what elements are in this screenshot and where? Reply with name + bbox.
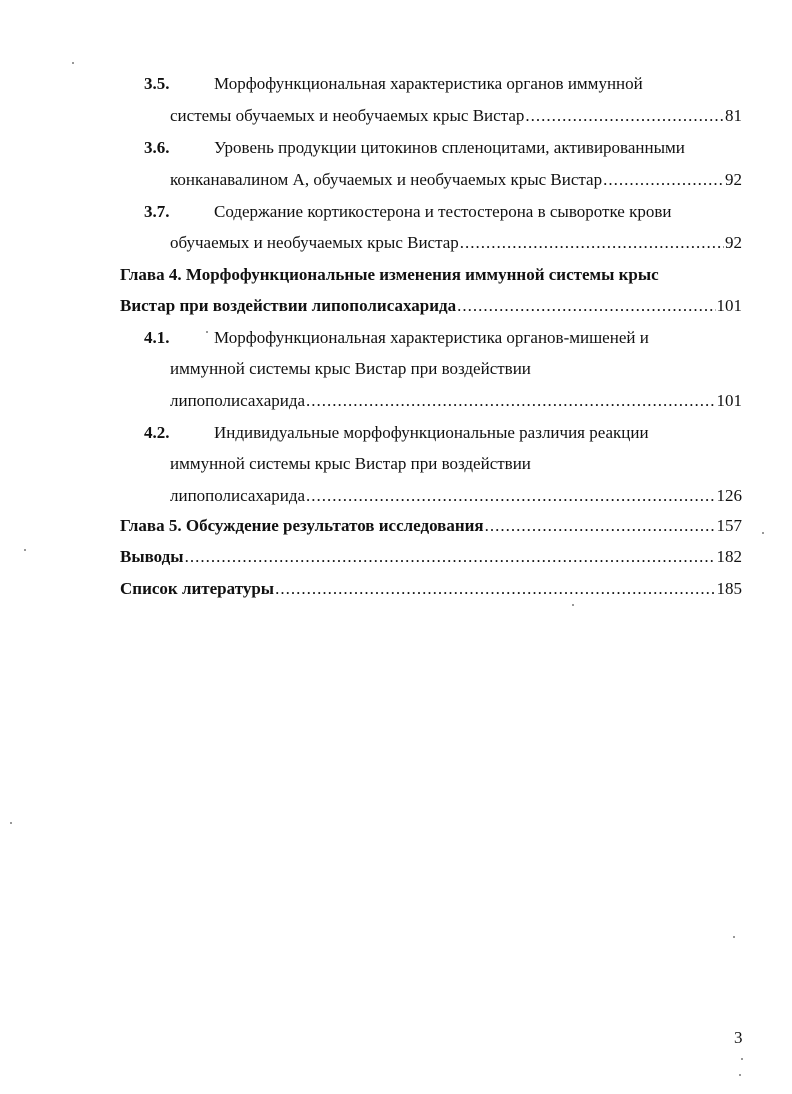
page-ref: 101	[716, 391, 742, 410]
section-title-cont: иммунной системы крыс Вистар при воздействии	[170, 454, 531, 473]
section-title-cont: липополисахарида	[170, 391, 306, 410]
page-ref: 81	[725, 106, 742, 125]
scan-speck	[739, 1074, 741, 1076]
scan-speck	[741, 1058, 743, 1060]
toc-entry-3-5-line2	[170, 104, 742, 128]
toc-entry-3-5-line1	[144, 72, 643, 96]
section-number: 3.5.	[144, 74, 170, 93]
section-title-cont: иммунной системы крыс Вистар при воздействии	[170, 359, 531, 378]
leader-dots	[306, 484, 715, 508]
page-ref: 126	[716, 486, 742, 505]
section-title-cont: обучаемых и необучаемых крыс Вистар	[170, 233, 459, 252]
leader-dots	[275, 577, 715, 601]
toc-entry-3-7-line1	[144, 200, 671, 224]
leader-dots	[525, 104, 724, 128]
toc-entry-4-2-line1	[144, 421, 649, 445]
toc-entry-4-2-line2	[170, 452, 531, 476]
toc-chapter-4-line2	[120, 294, 742, 318]
page-ref: 92	[725, 233, 742, 252]
toc-chapter-4-line1	[120, 263, 659, 287]
section-title: Морфофункциональная характеристика органов иммунной	[214, 74, 643, 93]
leader-dots	[457, 294, 715, 318]
leader-dots	[306, 389, 715, 413]
section-number: 4.2.	[144, 423, 170, 442]
scan-speck	[762, 532, 764, 534]
section-title: Содержание кортикостерона и тестостерона в сыворотке крови	[214, 202, 672, 221]
scan-speck	[572, 604, 574, 606]
scan-speck	[206, 331, 208, 333]
scan-speck	[72, 62, 74, 64]
toc-entry-4-2-line3	[170, 484, 742, 508]
toc-references	[120, 577, 742, 601]
toc-entry-4-1-line1	[144, 326, 649, 350]
section-number: 4.1.	[144, 328, 170, 347]
conclusions-title: Выводы	[120, 547, 184, 566]
leader-dots	[485, 514, 716, 538]
section-title: Индивидуальные морфофункциональные различия реакции	[214, 423, 649, 442]
page-ref: 92	[725, 170, 742, 189]
chapter-title: Глава 4. Морфофункциональные изменения иммунной системы крыс	[120, 265, 659, 284]
section-number: 3.7.	[144, 202, 170, 221]
section-number: 3.6.	[144, 138, 170, 157]
section-title-cont: липополисахарида	[170, 486, 306, 505]
leader-dots	[185, 545, 716, 569]
page-ref: 182	[716, 547, 742, 566]
section-title-cont: системы обучаемых и необучаемых крыс Вистар	[170, 106, 525, 125]
toc-entry-4-1-line2	[170, 357, 531, 381]
toc-entry-3-6-line2	[170, 168, 742, 192]
scan-speck	[733, 936, 735, 938]
toc-entry-3-7-line2	[170, 231, 742, 255]
section-title-cont: конканавалином А, обучаемых и необучаемых крыс Вистар	[170, 170, 603, 189]
references-title: Список литературы	[120, 579, 275, 598]
page-ref: 101	[716, 296, 742, 315]
section-title: Морфофункциональная характеристика органов-мишеней и	[214, 328, 649, 347]
section-title: Уровень продукции цитокинов спленоцитами, активированными	[214, 138, 685, 157]
page-ref: 185	[716, 579, 742, 598]
scan-speck	[10, 822, 12, 824]
toc-entry-3-6-line1	[144, 136, 685, 160]
scan-speck	[24, 549, 26, 551]
toc-conclusions	[120, 545, 742, 569]
page-ref: 157	[716, 516, 742, 535]
chapter-title-cont: Вистар при воздействии липополисахарида	[120, 296, 457, 315]
toc-chapter-5	[120, 514, 742, 538]
leader-dots	[460, 231, 724, 255]
leader-dots	[603, 168, 724, 192]
chapter-title: Глава 5. Обсуждение результатов исследования	[120, 516, 484, 535]
toc-entry-4-1-line3	[170, 389, 742, 413]
page-number: 3	[734, 1028, 743, 1047]
